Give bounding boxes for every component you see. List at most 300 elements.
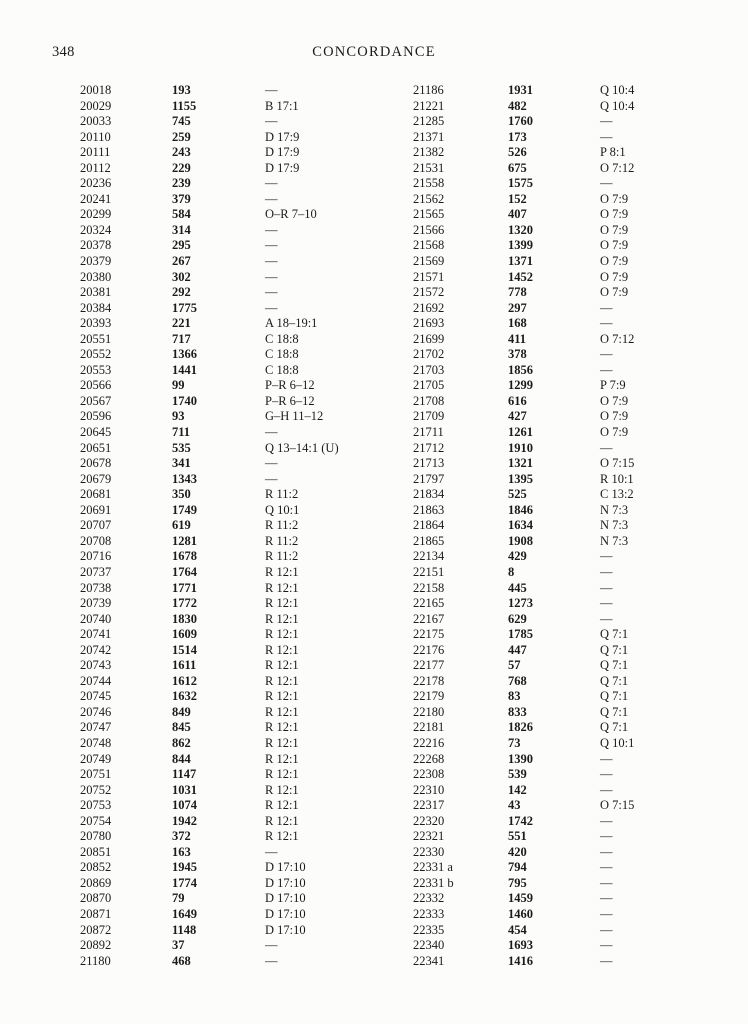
entry-id: 21702 [413, 347, 445, 362]
entry-ref: — [265, 300, 278, 315]
entry-ref: — [600, 953, 613, 968]
entry-ref: O 7:12 [600, 160, 635, 175]
entry-number: 1775 [172, 300, 197, 315]
table-row [80, 176, 380, 192]
table-row [80, 658, 380, 674]
table-row [80, 534, 380, 550]
entry-number: 1771 [172, 580, 197, 595]
entry-number: 794 [508, 860, 527, 875]
entry-number: 1749 [172, 502, 197, 517]
entry-number: 221 [172, 316, 191, 331]
table-row [413, 363, 713, 379]
entry-number: 845 [172, 720, 191, 735]
entry-ref: — [600, 891, 613, 906]
entry-number: 1632 [172, 689, 197, 704]
table-row [80, 285, 380, 301]
entry-id: 22310 [413, 782, 445, 797]
entry-number: 427 [508, 409, 527, 424]
entry-ref: — [265, 191, 278, 206]
entry-id: 22331 a [413, 860, 453, 875]
table-row [413, 254, 713, 270]
entry-number: 1908 [508, 533, 533, 548]
entry-number: 1148 [172, 922, 197, 937]
entry-id: 20241 [80, 191, 112, 206]
entry-number: 152 [508, 191, 527, 206]
table-row [413, 425, 713, 441]
entry-number: 768 [508, 673, 527, 688]
entry-ref: D 17:9 [265, 129, 300, 144]
entry-id: 21797 [413, 471, 445, 486]
entry-ref: Q 10:4 [600, 83, 635, 97]
entry-id: 20567 [80, 393, 112, 408]
entry-ref: Q 7:1 [600, 673, 629, 688]
entry-id: 21712 [413, 440, 445, 455]
table-row [80, 923, 380, 939]
entry-ref: — [600, 611, 613, 626]
entry-id: 20384 [80, 300, 112, 315]
table-row [80, 829, 380, 845]
entry-ref: R 12:1 [265, 751, 299, 766]
entry-id: 21705 [413, 378, 445, 393]
entry-number: 407 [508, 207, 527, 222]
table-row [413, 487, 713, 503]
entry-number: 1678 [172, 549, 197, 564]
table-row [413, 518, 713, 534]
entry-id: 22332 [413, 891, 445, 906]
table-row [80, 518, 380, 534]
table-row [80, 503, 380, 519]
table-row [413, 549, 713, 565]
entry-id: 20748 [80, 735, 112, 750]
entry-number: 717 [172, 331, 191, 346]
entry-number: 372 [172, 829, 191, 844]
entry-id: 22308 [413, 767, 445, 782]
table-row [80, 161, 380, 177]
entry-id: 20299 [80, 207, 112, 222]
table-row [413, 689, 713, 705]
table-row [413, 161, 713, 177]
entry-number: 99 [172, 378, 185, 393]
table-row [80, 643, 380, 659]
entry-number: 1452 [508, 269, 533, 284]
entry-number: 1611 [172, 658, 197, 673]
entry-number: 292 [172, 285, 191, 300]
entry-ref: N 7:3 [600, 533, 629, 548]
entry-ref: — [600, 922, 613, 937]
entry-ref: P–R 6–12 [265, 393, 315, 408]
entry-ref: R 12:1 [265, 813, 299, 828]
entry-id: 20740 [80, 611, 112, 626]
entry-id: 21565 [413, 207, 445, 222]
entry-number: 229 [172, 160, 191, 175]
table-row [413, 378, 713, 394]
entry-id: 21699 [413, 331, 445, 346]
entry-id: 22330 [413, 844, 445, 859]
entry-number: 259 [172, 129, 191, 144]
entry-id: 20678 [80, 456, 112, 471]
entry-number: 341 [172, 456, 191, 471]
entry-id: 21863 [413, 502, 445, 517]
entry-ref: — [600, 860, 613, 875]
entry-id: 20753 [80, 798, 112, 813]
entry-ref: Q 7:1 [600, 658, 629, 673]
entry-id: 22333 [413, 906, 445, 921]
table-row [80, 689, 380, 705]
table-row [80, 938, 380, 954]
entry-ref: O–R 7–10 [265, 207, 317, 222]
table-row [80, 549, 380, 565]
entry-id: 20752 [80, 782, 112, 797]
entry-id: 21382 [413, 145, 445, 160]
table-row [413, 891, 713, 907]
table-row [413, 596, 713, 612]
table-row [80, 752, 380, 768]
entry-ref: — [265, 456, 278, 471]
entry-id: 20033 [80, 114, 112, 129]
entry-ref: C 18:8 [265, 331, 299, 346]
entry-ref: O 7:9 [600, 191, 629, 206]
table-row [80, 270, 380, 286]
table-row [80, 207, 380, 223]
entry-number: 350 [172, 487, 191, 502]
entry-number: 675 [508, 160, 527, 175]
entry-id: 20754 [80, 813, 112, 828]
entry-number: 1830 [172, 611, 197, 626]
entry-number: 193 [172, 83, 191, 97]
entry-ref: R 12:1 [265, 689, 299, 704]
entry-id: 20746 [80, 704, 112, 719]
entry-number: 1910 [508, 440, 533, 455]
entry-number: 295 [172, 238, 191, 253]
entry-id: 20780 [80, 829, 112, 844]
entry-id: 20393 [80, 316, 112, 331]
entry-id: 20708 [80, 533, 112, 548]
table-row [413, 347, 713, 363]
table-row [80, 612, 380, 628]
entry-ref: — [600, 829, 613, 844]
entry-number: 1031 [172, 782, 197, 797]
entry-ref: — [265, 953, 278, 968]
entry-number: 411 [508, 331, 527, 346]
table-row [413, 658, 713, 674]
entry-number: 1772 [172, 596, 197, 611]
entry-ref: C 13:2 [600, 487, 634, 502]
table-row [413, 223, 713, 239]
entry-id: 22158 [413, 580, 445, 595]
entry-id: 20111 [80, 145, 111, 160]
table-row [80, 798, 380, 814]
table-row [413, 441, 713, 457]
table-row [413, 207, 713, 223]
entry-number: 57 [508, 658, 521, 673]
table-row [80, 99, 380, 115]
entry-ref: R 12:1 [265, 720, 299, 735]
table-row [80, 238, 380, 254]
entry-number: 482 [508, 98, 527, 113]
entry-number: 1299 [508, 378, 533, 393]
entry-ref: — [265, 83, 278, 97]
entry-id: 21371 [413, 129, 445, 144]
entry-id: 20552 [80, 347, 112, 362]
entry-number: 1856 [508, 362, 533, 377]
entry-ref: Q 10:4 [600, 98, 635, 113]
entry-number: 833 [508, 704, 527, 719]
table-row [80, 487, 380, 503]
table-row [80, 332, 380, 348]
entry-number: 379 [172, 191, 191, 206]
table-row [413, 83, 713, 99]
entry-id: 21568 [413, 238, 445, 253]
entry-number: 1155 [172, 98, 197, 113]
entry-id: 21186 [413, 83, 444, 97]
entry-ref: A 18–19:1 [265, 316, 318, 331]
entry-ref: R 12:1 [265, 564, 299, 579]
entry-id: 20745 [80, 689, 112, 704]
entry-id: 21693 [413, 316, 445, 331]
entry-number: 1441 [172, 362, 197, 377]
table-row [413, 176, 713, 192]
table-row [80, 907, 380, 923]
table-row [80, 456, 380, 472]
entry-ref: D 17:10 [265, 875, 306, 890]
entry-id: 21708 [413, 393, 445, 408]
entry-id: 22341 [413, 953, 445, 968]
table-row [80, 705, 380, 721]
entry-ref: O 7:12 [600, 331, 635, 346]
entry-id: 22321 [413, 829, 445, 844]
entry-number: 1945 [172, 860, 197, 875]
table-row [413, 783, 713, 799]
entry-ref: Q 13–14:1 (U) [265, 440, 339, 455]
entry-number: 429 [508, 549, 527, 564]
entry-ref: R 12:1 [265, 658, 299, 673]
table-row [80, 767, 380, 783]
table-row [413, 736, 713, 752]
table-row [413, 565, 713, 581]
entry-id: 22340 [413, 938, 445, 953]
entry-id: 21703 [413, 362, 445, 377]
entry-ref: D 17:10 [265, 860, 306, 875]
entry-number: 1390 [508, 751, 533, 766]
entry-number: 616 [508, 393, 527, 408]
entry-number: 1281 [172, 533, 197, 548]
entry-number: 525 [508, 487, 527, 502]
entry-ref: — [265, 425, 278, 440]
table-row [413, 829, 713, 845]
entry-id: 20651 [80, 440, 112, 455]
entry-number: 1371 [508, 254, 533, 269]
entry-number: 1742 [508, 813, 533, 828]
entry-id: 21285 [413, 114, 445, 129]
entry-ref: D 17:10 [265, 922, 306, 937]
table-row [80, 347, 380, 363]
table-row [80, 565, 380, 581]
entry-id: 20112 [80, 160, 111, 175]
entry-number: 93 [172, 409, 185, 424]
entry-id: 20707 [80, 518, 112, 533]
entry-number: 83 [508, 689, 521, 704]
entry-number: 1261 [508, 425, 533, 440]
entry-ref: — [265, 285, 278, 300]
entry-number: 454 [508, 922, 527, 937]
entry-number: 1575 [508, 176, 533, 191]
entry-number: 1459 [508, 891, 533, 906]
entry-number: 314 [172, 222, 191, 237]
entry-id: 22180 [413, 704, 445, 719]
table-row [413, 503, 713, 519]
table-row [413, 876, 713, 892]
entry-ref: O 7:15 [600, 798, 635, 813]
entry-ref: R 11:2 [265, 487, 299, 502]
entry-number: 1612 [172, 673, 197, 688]
entry-number: 711 [172, 425, 191, 440]
entry-id: 22335 [413, 922, 445, 937]
entry-number: 163 [172, 844, 191, 859]
table-row [413, 643, 713, 659]
entry-id: 21571 [413, 269, 445, 284]
entry-id: 20716 [80, 549, 112, 564]
table-row [413, 845, 713, 861]
entry-number: 73 [508, 735, 521, 750]
entry-number: 1634 [508, 518, 533, 533]
entry-id: 20679 [80, 471, 112, 486]
table-row [413, 814, 713, 830]
entry-ref: R 12:1 [265, 829, 299, 844]
table-row [413, 938, 713, 954]
entry-ref: Q 10:1 [265, 502, 300, 517]
table-row [413, 860, 713, 876]
entry-ref: R 12:1 [265, 767, 299, 782]
entry-id: 20566 [80, 378, 112, 393]
entry-number: 1846 [508, 502, 533, 517]
entry-number: 1321 [508, 456, 533, 471]
entry-id: 20553 [80, 362, 112, 377]
entry-id: 20870 [80, 891, 112, 906]
table-row [413, 114, 713, 130]
entry-ref: N 7:3 [600, 518, 629, 533]
entry-ref: — [600, 114, 613, 129]
table-row [80, 254, 380, 270]
table-row [80, 954, 380, 970]
entry-ref: — [265, 254, 278, 269]
entry-ref: C 18:8 [265, 347, 299, 362]
table-row [80, 316, 380, 332]
table-row [80, 145, 380, 161]
table-row [413, 192, 713, 208]
entry-id: 20742 [80, 642, 112, 657]
entry-id: 22176 [413, 642, 445, 657]
entry-ref: O 7:9 [600, 254, 629, 269]
entry-number: 795 [508, 875, 527, 890]
entry-id: 20380 [80, 269, 112, 284]
entry-number: 1931 [508, 83, 533, 97]
page-header [0, 44, 748, 64]
entry-number: 526 [508, 145, 527, 160]
table-row [413, 409, 713, 425]
entry-id: 20378 [80, 238, 112, 253]
entry-number: 239 [172, 176, 191, 191]
table-row [413, 285, 713, 301]
entry-ref: — [600, 440, 613, 455]
entry-number: 844 [172, 751, 191, 766]
entry-number: 1785 [508, 627, 533, 642]
entry-ref: G–H 11–12 [265, 409, 324, 424]
table-row [80, 814, 380, 830]
entry-number: 1942 [172, 813, 197, 828]
entry-ref: — [600, 549, 613, 564]
entry-id: 22178 [413, 673, 445, 688]
entry-ref: — [600, 347, 613, 362]
entry-id: 21713 [413, 456, 445, 471]
entry-id: 20851 [80, 844, 112, 859]
table-row [413, 720, 713, 736]
entry-number: 1416 [508, 953, 533, 968]
table-row [413, 767, 713, 783]
entry-ref: R 12:1 [265, 782, 299, 797]
table-row [80, 860, 380, 876]
table-row [413, 612, 713, 628]
entry-id: 20744 [80, 673, 112, 688]
entry-number: 535 [172, 440, 191, 455]
entry-id: 22181 [413, 720, 445, 735]
entry-id: 20738 [80, 580, 112, 595]
entry-ref: — [265, 114, 278, 129]
entry-ref: R 11:2 [265, 533, 299, 548]
entry-id: 22317 [413, 798, 445, 813]
entry-ref: D 17:10 [265, 906, 306, 921]
entry-ref: O 7:15 [600, 456, 635, 471]
entry-id: 21221 [413, 98, 445, 113]
entry-ref: R 12:1 [265, 673, 299, 688]
entry-number: 1760 [508, 114, 533, 129]
entry-id: 21572 [413, 285, 445, 300]
entry-id: 20691 [80, 502, 112, 517]
table-row [80, 783, 380, 799]
entry-ref: — [265, 269, 278, 284]
table-row [413, 332, 713, 348]
entry-ref: P 8:1 [600, 145, 626, 160]
entry-number: 745 [172, 114, 191, 129]
table-row [413, 394, 713, 410]
entry-number: 79 [172, 891, 185, 906]
table-row [413, 534, 713, 550]
table-row [80, 301, 380, 317]
entry-number: 468 [172, 953, 191, 968]
entry-ref: R 12:1 [265, 580, 299, 595]
entry-id: 20741 [80, 627, 112, 642]
entry-number: 302 [172, 269, 191, 284]
entry-id: 20751 [80, 767, 112, 782]
entry-id: 21531 [413, 160, 445, 175]
concordance-column-right [413, 83, 713, 969]
table-row [80, 876, 380, 892]
table-row [80, 596, 380, 612]
entry-ref: N 7:3 [600, 502, 629, 517]
entry-ref: R 12:1 [265, 735, 299, 750]
entry-ref: O 7:9 [600, 207, 629, 222]
entry-number: 173 [508, 129, 527, 144]
entry-ref: O 7:9 [600, 285, 629, 300]
entry-id: 20749 [80, 751, 112, 766]
entry-ref: — [600, 580, 613, 595]
entry-number: 142 [508, 782, 527, 797]
entry-ref: C 18:8 [265, 362, 299, 377]
entry-id: 20869 [80, 875, 112, 890]
entry-number: 539 [508, 767, 527, 782]
table-row [413, 581, 713, 597]
entry-id: 20236 [80, 176, 112, 191]
entry-ref: O 7:9 [600, 425, 629, 440]
